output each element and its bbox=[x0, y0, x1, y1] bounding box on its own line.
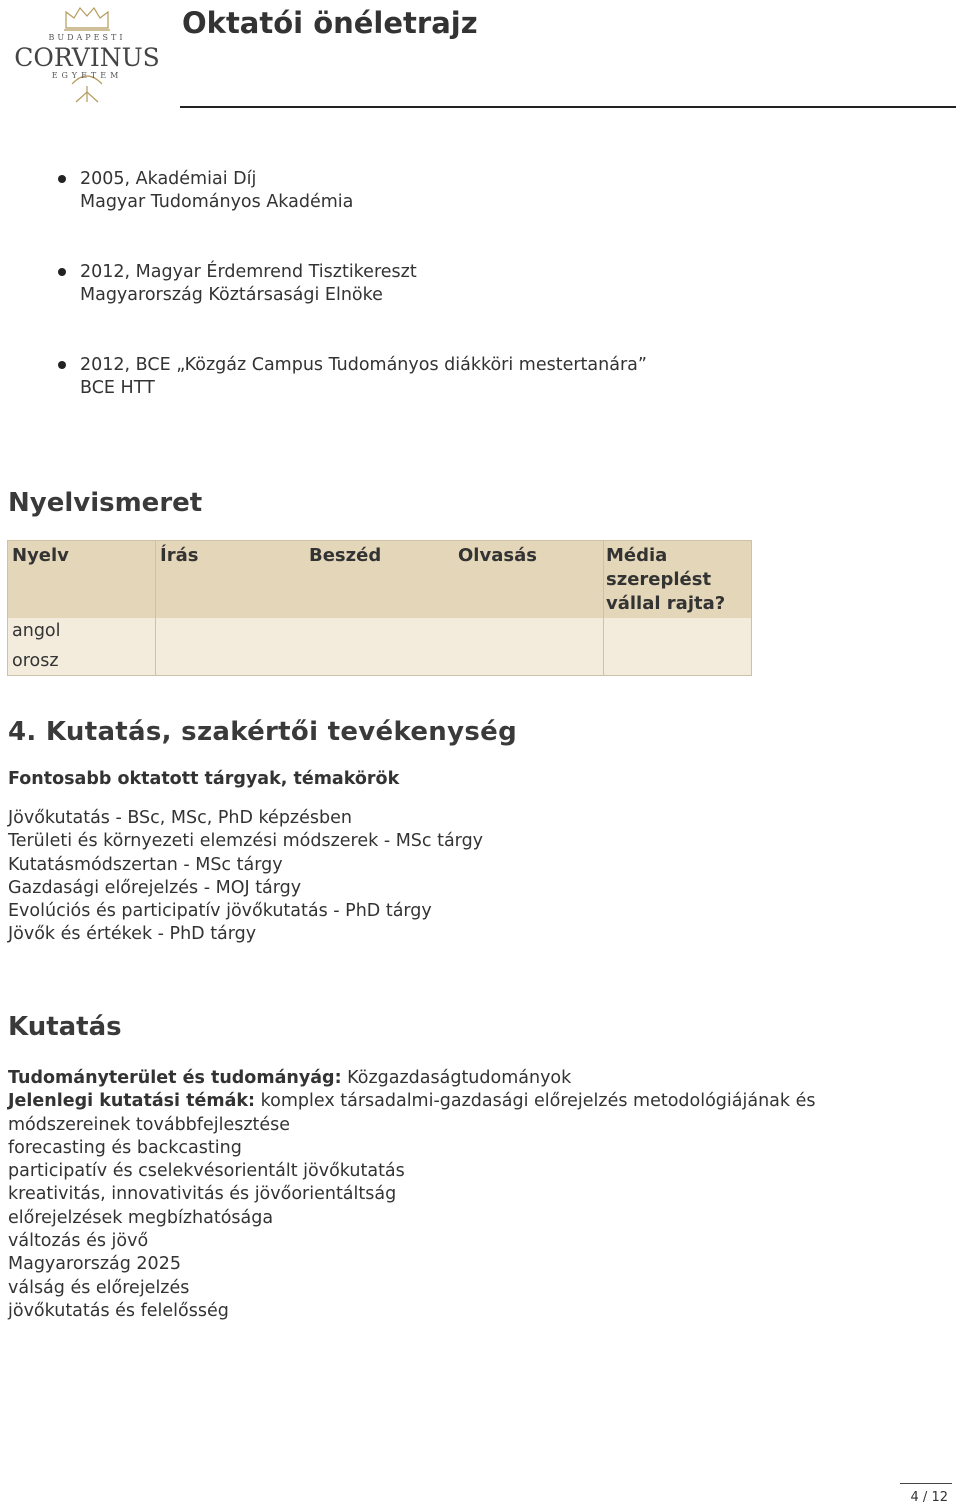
list-item bbox=[58, 354, 938, 447]
column-header-writing: Írás bbox=[160, 545, 199, 566]
page-number: 4 / 12 bbox=[910, 1490, 948, 1505]
list-item: változás és jövő bbox=[8, 1231, 149, 1252]
research-block bbox=[8, 1067, 948, 1323]
topics-value-continued: módszereinek továbbfejlesztése bbox=[8, 1114, 291, 1135]
research-field bbox=[8, 1067, 948, 1090]
award-issuer: Magyarország Köztársasági Elnöke bbox=[80, 285, 383, 305]
list-item bbox=[58, 261, 938, 354]
language-table bbox=[7, 540, 752, 676]
award-issuer: BCE HTT bbox=[80, 378, 155, 398]
topics-value: komplex társadalmi-gazdasági előrejelzés metodológiájának és bbox=[255, 1091, 816, 1112]
list-item: Jövők és értékek - PhD tárgy bbox=[8, 924, 257, 945]
list-item: Evolúciós és participatív jövőkutatás - PhD tárgy bbox=[8, 901, 432, 922]
column-divider bbox=[155, 541, 156, 675]
document-title: Oktatói önéletrajz bbox=[182, 6, 478, 40]
list-item: Területi és környezeti elemzési módszerek - MSc tárgy bbox=[8, 831, 484, 852]
page-header bbox=[0, 0, 960, 110]
column-header-reading: Olvasás bbox=[458, 545, 537, 566]
award-title: 2012, BCE „Közgáz Campus Tudományos diákköri mestertanára” bbox=[80, 355, 647, 375]
svg-text:BUDAPESTI: BUDAPESTI bbox=[48, 33, 126, 42]
column-header-language: Nyelv bbox=[12, 545, 69, 566]
list-item: participatív és cselekvésorientált jövőkutatás bbox=[8, 1161, 405, 1182]
field-label: Tudományterület és tudományág: bbox=[8, 1068, 342, 1088]
list-item: forecasting és backcasting bbox=[8, 1137, 242, 1158]
list-item: Kutatásmódszertan - MSc tárgy bbox=[8, 854, 283, 875]
footer-divider bbox=[900, 1483, 952, 1484]
bullet-icon bbox=[58, 361, 66, 369]
svg-text:EGYETEM: EGYETEM bbox=[51, 71, 123, 80]
subjects-heading: Fontosabb oktatott tárgyak, témakörök bbox=[8, 769, 400, 789]
table-cell-language: angol bbox=[12, 621, 61, 641]
research-topics-intro bbox=[8, 1090, 948, 1113]
list-item: válság és előrejelzés bbox=[8, 1277, 190, 1298]
language-heading: Nyelvismeret bbox=[8, 488, 203, 518]
list-item: Jövőkutatás - BSc, MSc, PhD képzésben bbox=[8, 808, 352, 828]
award-title: 2005, Akadémiai Díj bbox=[80, 169, 257, 189]
bullet-icon bbox=[58, 268, 66, 276]
awards-list bbox=[58, 168, 938, 447]
list-item: jövőkutatás és felelősség bbox=[8, 1300, 229, 1321]
column-header-speaking: Beszéd bbox=[309, 545, 382, 566]
bullet-icon bbox=[58, 175, 66, 183]
research-heading: Kutatás bbox=[8, 1012, 122, 1042]
column-header-media: Média szereplést vállal rajta? bbox=[606, 545, 726, 614]
award-issuer: Magyar Tudományos Akadémia bbox=[80, 192, 354, 212]
svg-text:CORVINUS: CORVINUS bbox=[14, 43, 160, 72]
corvinus-logo bbox=[6, 6, 168, 104]
header-divider bbox=[180, 106, 956, 108]
field-value: Közgazdaságtudományok bbox=[341, 1068, 572, 1088]
topics-label: Jelenlegi kutatási témák: bbox=[8, 1091, 256, 1112]
list-item: Gazdasági előrejelzés - MOJ tárgy bbox=[8, 877, 302, 898]
section-heading: 4. Kutatás, szakértői tevékenység bbox=[8, 717, 517, 747]
list-item: Magyarország 2025 bbox=[8, 1254, 181, 1275]
list-item: kreativitás, innovativitás és jövőorientáltság bbox=[8, 1184, 397, 1205]
list-item: előrejelzések megbízhatósága bbox=[8, 1207, 274, 1228]
research-topics-list bbox=[8, 1137, 948, 1323]
list-item bbox=[58, 168, 938, 261]
subjects-list bbox=[8, 807, 483, 947]
award-title: 2012, Magyar Érdemrend Tisztikereszt bbox=[80, 262, 417, 282]
column-divider bbox=[603, 541, 604, 675]
table-cell-language: orosz bbox=[12, 651, 59, 671]
